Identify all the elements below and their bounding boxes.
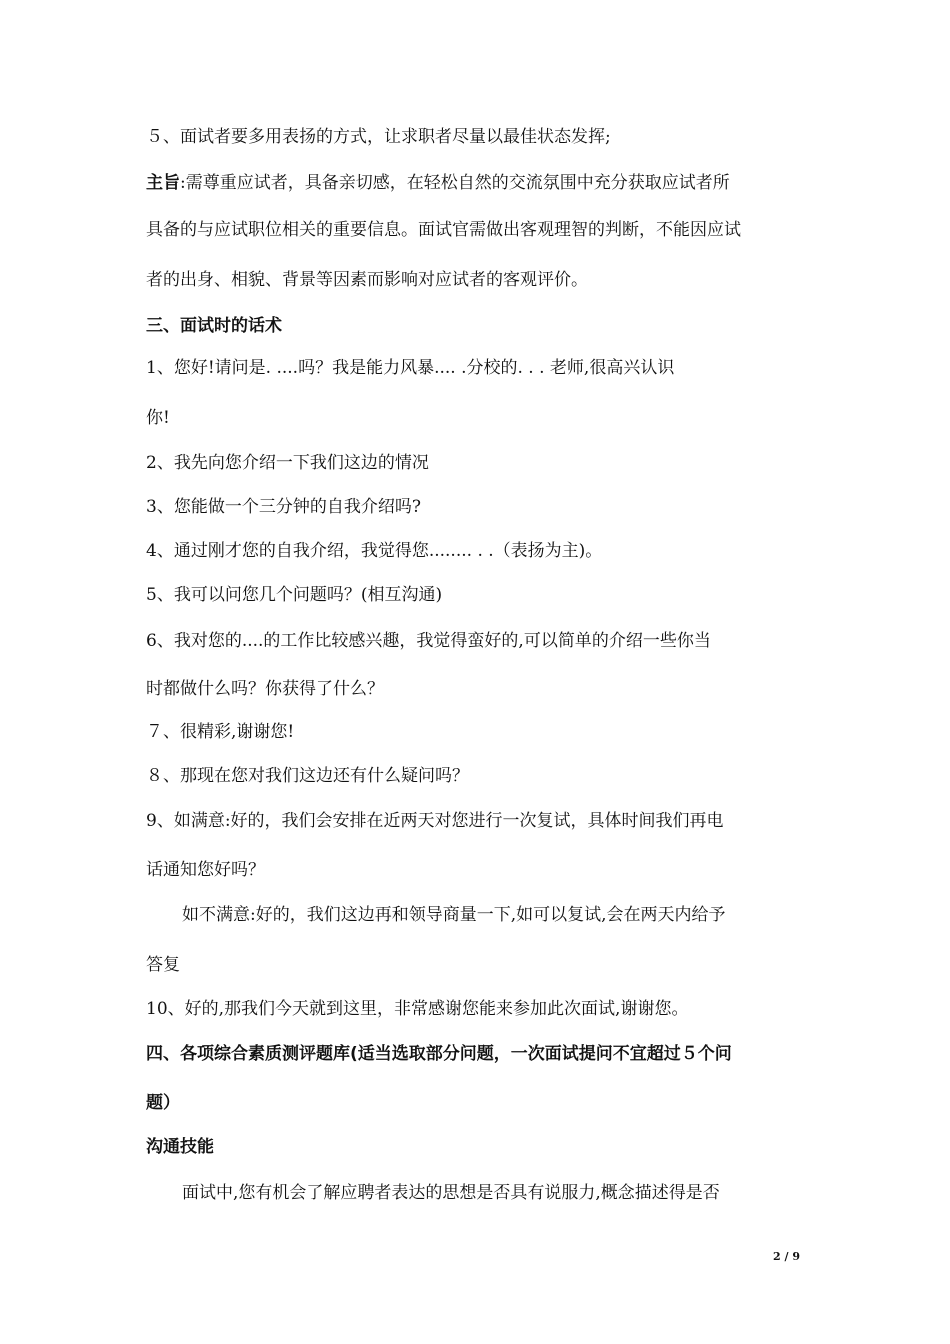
paragraph-line: 面试中,您有机会了解应聘者表达的思想是否具有说服力,概念描述得是否 [182, 1183, 720, 1203]
section-heading: 三、面试时的话术 [146, 316, 282, 336]
purpose-text: 需尊重应试者，具备亲切感，在轻松自然的交流氛围中充分获取应试者所 [185, 173, 730, 193]
script-line: 你! [146, 408, 170, 428]
paragraph-line: 具备的与应试职位相关的重要信息。面试官需做出客观理智的判断，不能因应试 [146, 220, 741, 240]
script-line: 时都做什么吗？你获得了什么？ [146, 679, 384, 699]
script-line: 3、您能做一个三分钟的自我介绍吗? [146, 497, 421, 517]
script-line: 话通知您好吗？ [146, 860, 265, 880]
purpose-label: 主旨 [146, 173, 180, 193]
script-line: 5、我可以问您几个问题吗？(相互沟通) [146, 585, 443, 605]
section-heading: 四、各项综合素质测评题库(适当选取部分问题，一次面试提问不宜超过５个问 [146, 1044, 732, 1064]
script-line: 答复 [146, 955, 180, 975]
script-line: 9、如满意:好的，我们会安排在近两天对您进行一次复试，具体时间我们再电 [146, 811, 724, 831]
script-line: 4、通过刚才您的自我介绍，我觉得您........ . .（表扬为主)。 [146, 541, 603, 561]
purpose-line [146, 172, 730, 194]
page-number: 2 / 9 [773, 1250, 800, 1263]
script-line: 6、我对您的....的工作比较感兴趣，我觉得蛮好的,可以简单的介绍一些你当 [146, 631, 711, 651]
paragraph-line: ５、面试者要多用表扬的方式，让求职者尽量以最佳状态发挥; [146, 127, 611, 147]
script-line: ８、那现在您对我们这边还有什么疑问吗？ [146, 766, 469, 786]
script-line: 1、您好!请问是. ....吗？我是能力风暴.... .分校的. . . 老师,很高兴认识 [146, 358, 675, 378]
paragraph-line: 者的出身、相貌、背景等因素而影响对应试者的客观评价。 [146, 270, 588, 290]
purpose-colon: : [180, 173, 186, 193]
script-line: ７、很精彩,谢谢您! [146, 722, 295, 742]
script-line: 如不满意:好的，我们这边再和领导商量一下,如可以复试,会在两天内给予 [182, 905, 726, 925]
script-line: 10、好的,那我们今天就到这里，非常感谢您能来参加此次面试,谢谢您。 [146, 999, 689, 1019]
sub-heading: 沟通技能 [146, 1137, 214, 1157]
section-heading: 题） [146, 1093, 180, 1113]
script-line: 2、我先向您介绍一下我们这边的情况 [146, 453, 429, 473]
